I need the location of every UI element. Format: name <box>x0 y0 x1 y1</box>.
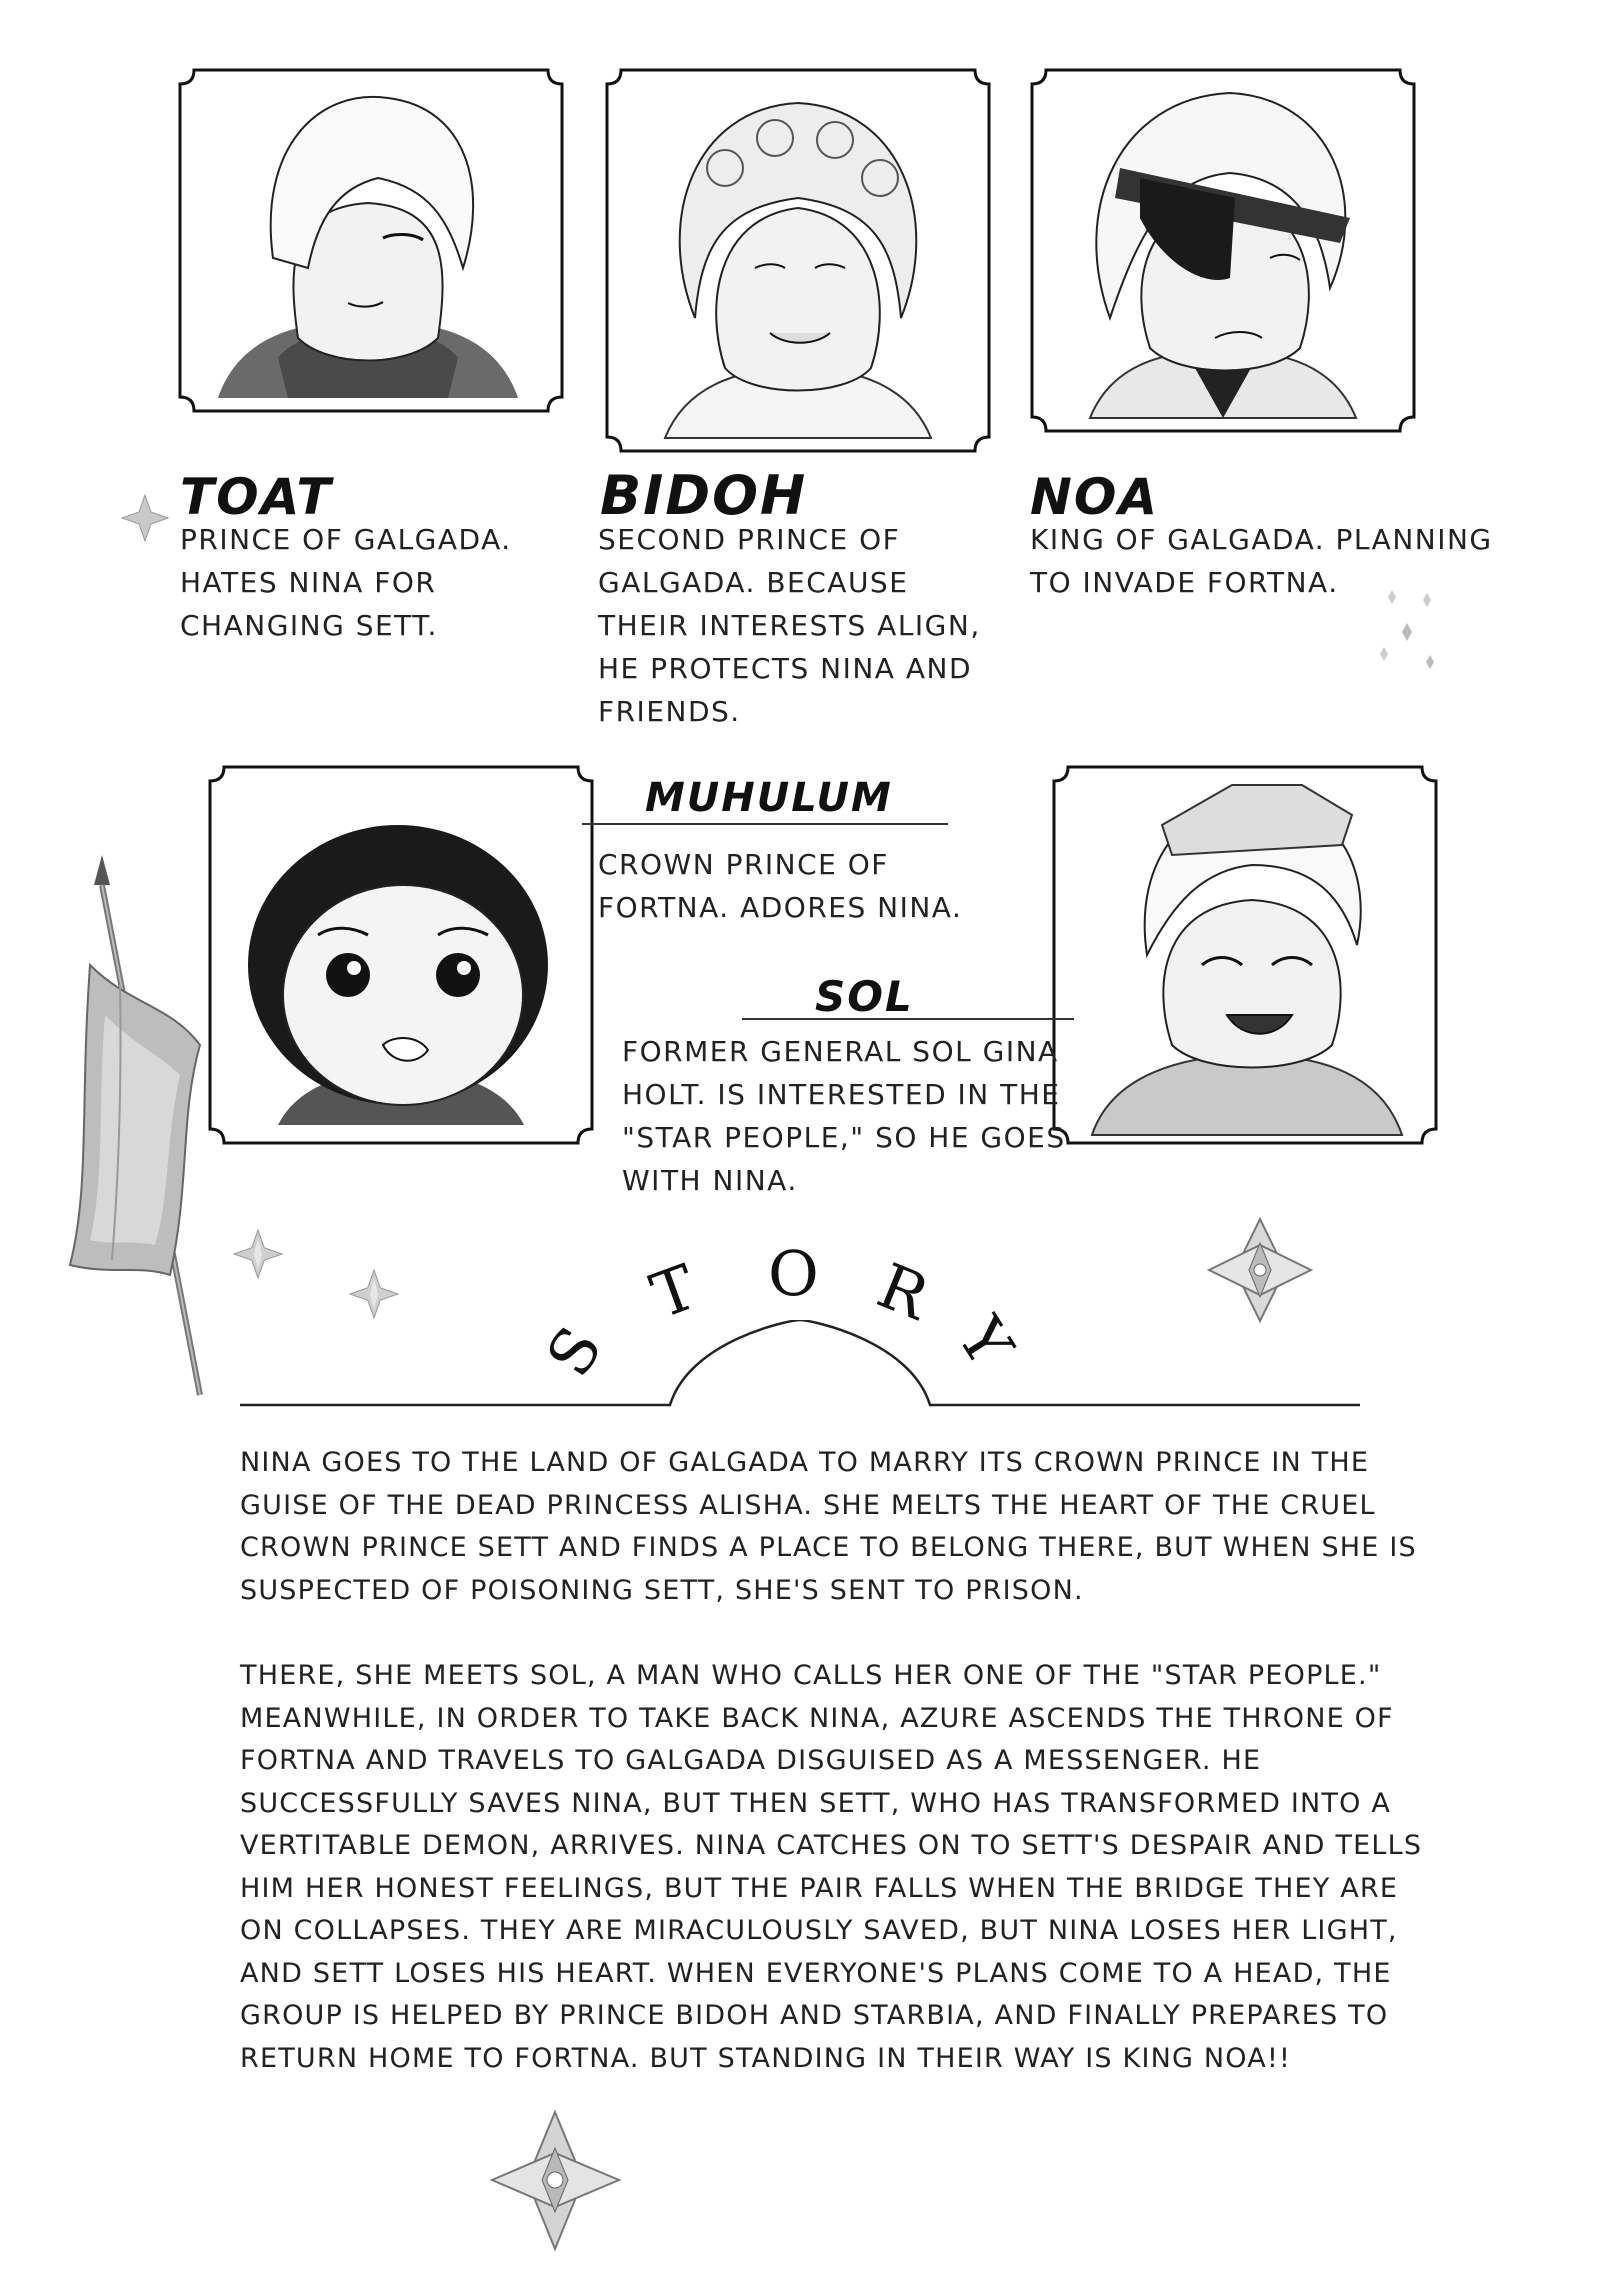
ornate-diamond-icon <box>1205 1215 1315 1325</box>
character-desc-toat: PRINCE OF GALGADA. HATES NINA FOR CHANGING SETT. <box>180 523 512 642</box>
story-heading-letter-o: O <box>768 1237 819 1310</box>
character-desc-bidoh: SECOND PRINCE OF GALGADA. BECAUSE THEIR INTERESTS ALIGN, HE PROTECTS NINA AND FRIENDS. <box>598 523 981 728</box>
character-name-toat: TOAT <box>180 468 333 526</box>
sparkle-star-icon <box>348 1268 400 1320</box>
muhulum-underline <box>582 823 948 825</box>
story-heading-letter-t: T <box>641 1250 706 1333</box>
story-heading-letter-r: R <box>868 1248 939 1335</box>
ornate-diamond-icon <box>488 2108 623 2253</box>
sparkle-star-icon <box>232 1228 284 1280</box>
character-name-noa: NOA <box>1030 468 1160 526</box>
sol-underline <box>742 1018 1074 1020</box>
sparkle-star-icon <box>120 493 170 543</box>
flag-illustration <box>50 855 230 1405</box>
portrait-toat <box>178 68 564 413</box>
portrait-sol <box>1052 765 1438 1145</box>
character-name-sol: SOL <box>815 972 914 1021</box>
character-name-muhulum: MUHULUM <box>645 775 893 821</box>
character-desc-sol: FORMER GENERAL SOL GINA HOLT. IS INTERESTED IN THE "STAR PEOPLE," SO HE GOES WITH NINA. <box>622 1035 1066 1197</box>
story-divider <box>240 1320 1360 1410</box>
story-heading-letter-s: S <box>532 1314 617 1389</box>
story-heading-letter-y: Y <box>943 1304 1028 1379</box>
portrait-bidoh <box>605 68 991 453</box>
character-desc-noa: KING OF GALGADA. PLANNING TO INVADE FORTNA. <box>1030 523 1493 599</box>
portrait-muhulum <box>208 765 594 1145</box>
portrait-noa <box>1030 68 1416 433</box>
story-paragraph: NINA GOES TO THE LAND OF GALGADA TO MARRY ITS CROWN PRINCE IN THE GUISE OF THE DEAD PRINCESS ALISHA. SHE MELTS THE HEART OF THE CRUEL CROWN PRINCE SETT AND FINDS A PLACE TO BELONG THERE, BUT WHEN SHE IS SUSPECTED OF POISONING SETT, SHE'S SENT TO PRISON. <box>240 1447 1417 1606</box>
story-paragraph: THERE, SHE MEETS SOL, A MAN WHO CALLS HER ONE OF THE "STAR PEOPLE." MEANWHILE, IN ORDER TO TAKE BACK NINA, AZURE ASCENDS THE THRONE OF FORTNA AND TRAVELS TO GALGADA DISGUISED AS A MESSENGER. HE SUCCESSFULLY SAVES NINA, BUT THEN SETT, WHO HAS TRANSFORMED INTO A VERTITABLE DEMON, ARRIVES. NINA CATCHES ON TO SETT'S DESPAIR AND TELLS HIM HER HONEST FEELINGS, BUT THE PAIR FALLS WHEN THE BRIDGE THEY ARE ON COLLAPSES. THEY ARE MIRACULOUSLY SAVED, BUT NINA LOSES HER LIGHT, AND SETT LOSES HIS HEART. WHEN EVERYONE'S PLANS COME TO A HEAD, THE GROUP IS HELPED BY PRINCE BIDOH AND STARBIA, AND FINALLY PREPARES TO RETURN HOME TO FORTNA. BUT STANDING IN THEIR WAY IS KING NOA!! <box>240 1660 1423 2074</box>
character-name-bidoh: BIDOH <box>600 464 808 527</box>
character-desc-muhulum: CROWN PRINCE OF FORTNA. ADORES NINA. <box>598 848 963 924</box>
